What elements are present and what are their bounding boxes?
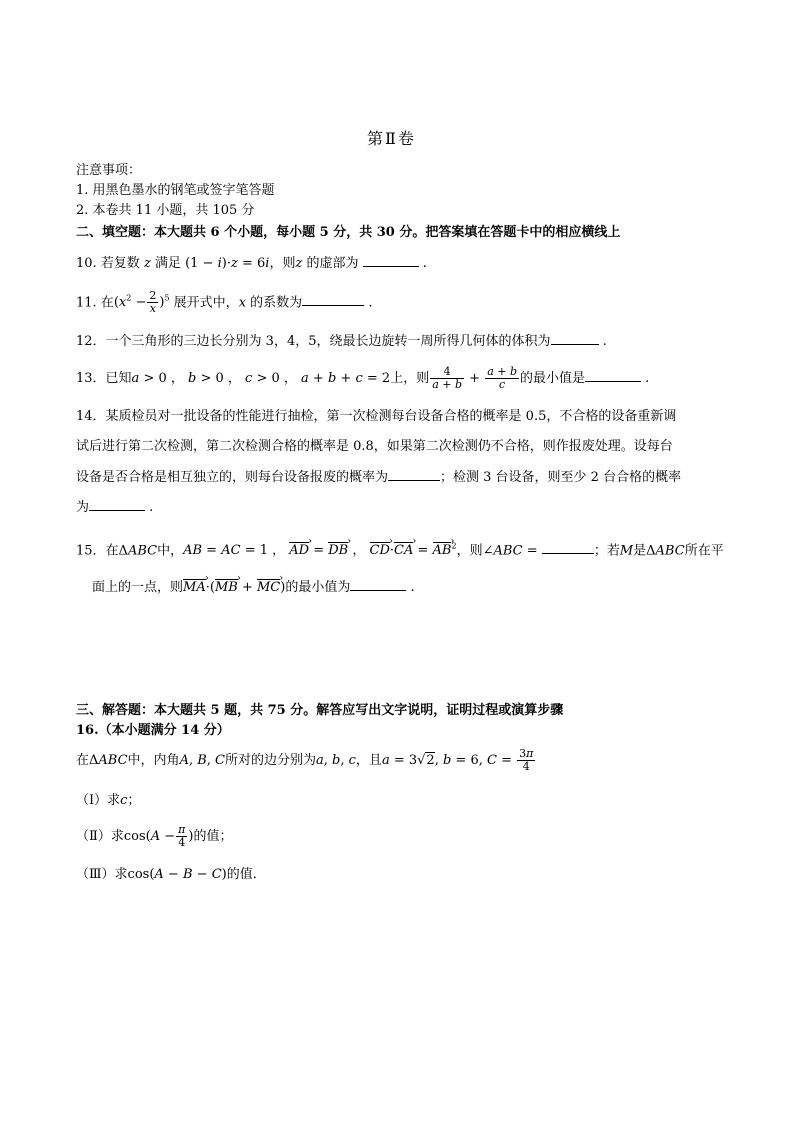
q13-answer-blank[interactable]	[585, 369, 641, 382]
q14-answer-blank-2[interactable]	[89, 498, 145, 511]
q16-stem-d: ，且	[355, 753, 382, 768]
q15-text-f: 所在平	[684, 543, 724, 559]
q16-stem-b: 中，内角	[127, 753, 180, 768]
q14-answer-blank-1[interactable]	[388, 468, 440, 481]
q11-answer-blank[interactable]	[302, 293, 364, 306]
q14-text-3a: 设备是否合格是相互独立的，则每台设备报废的概率为	[76, 470, 389, 485]
question-12: 12．一个三角形的三边长分别为 3，4，5，绕最长边旋转一周所得几何体的体积为 .	[76, 334, 607, 349]
q16-label: 16.（本小题满分 14 分）	[76, 723, 230, 738]
q15-text-c: ，则	[456, 543, 483, 559]
question-15-line-1: 15．在ΔABC中，AB = AC = 1 ， AD › = DB › ， CD ›·CA › = AB ›$^2$，则∠ABC = ；若M是ΔABC所在平	[76, 538, 724, 560]
notes-item-2: 2. 本卷共 11 小题，共 105 分	[76, 203, 255, 218]
q16-stem: 在ΔABC中，内角A, B, C所对的边分别为a, b, c，且a = 3√2, b = 6, C = $\frac{3\pi}{4}$	[76, 747, 534, 773]
q15-text-h: 的最小值为	[285, 580, 351, 595]
q16-p2-b: 的值；	[193, 829, 233, 844]
q10-text-c: ，则	[269, 256, 296, 271]
question-14-line-4: 为 .	[76, 500, 154, 515]
q16-part-3: （Ⅲ）求cos(A − B − C)的值．	[76, 867, 266, 882]
q12-text: 12．一个三角形的三边长分别为 3，4，5，绕最长边旋转一周所得几何体的体积为	[76, 334, 551, 349]
q15-text-e: 是	[633, 543, 647, 559]
q16-p3-a: （Ⅲ）求	[76, 867, 128, 882]
q11-text-c: 的系数为	[250, 295, 303, 311]
q13-text-a: 13．已知	[76, 371, 132, 386]
notes-heading: 注意事项：	[76, 163, 142, 178]
q16-stem-c: 所对的边分别为	[225, 753, 317, 768]
question-15-line-2: 面上的一点，则MA ›·(MB › + MC ›)的最小值为 .	[92, 578, 415, 597]
q16-part-2: （Ⅱ）求cos(A − $\frac{\pi}{4}$ )的值；	[76, 823, 233, 849]
q13-text-b: 上，则	[390, 371, 430, 386]
q10-text-d: 的虚部为	[306, 256, 359, 271]
q14-text-4: 为	[76, 500, 90, 515]
q10-answer-blank[interactable]	[363, 254, 419, 267]
section-2-heading: 二、填空题：本大题共 6 个小题，每小题 5 分，共 30 分。把答案填在答题卡中的相应横线上	[76, 225, 621, 240]
q15-text-d: ；若	[593, 543, 620, 559]
q15-text-a: 15．在	[76, 543, 119, 559]
question-13: 13．已知a > 0 ， b > 0 ， c > 0 ， a + b + c = 2上，则 $\frac{4}{a + b}$ + $\frac{a + b}{c}$ 的最小值是 .	[76, 365, 650, 391]
q11-text-b: 展开式中，	[173, 295, 239, 311]
q16-p2-a: （Ⅱ）求	[76, 829, 124, 844]
q10-text-b: 满足	[154, 256, 181, 271]
question-11: 11. 在($x^2$ − $\frac{2}{x}$ )$^5$ 展开式中，x 的系数为 .	[76, 289, 373, 316]
q13-text-c: 的最小值是	[520, 371, 586, 386]
question-10: 10. 若复数 z 满足 (1 − i)·z = 6i，则z 的虚部为 .	[76, 256, 427, 271]
q15-answer-blank-2[interactable]	[350, 578, 406, 591]
page-title: 第Ⅱ卷	[367, 129, 416, 148]
q15-text-b: 中，	[157, 543, 184, 559]
q15-text-g: 面上的一点，则	[92, 580, 184, 595]
q16-part-1: （Ⅰ）求c；	[76, 793, 141, 808]
q16-p3-b: 的值．	[226, 867, 266, 882]
q10-text-a: 10. 若复数	[76, 256, 140, 271]
q12-answer-blank[interactable]	[551, 332, 599, 345]
q16-stem-a: 在	[76, 753, 90, 768]
section-3-heading: 三、解答题：本大题共 5 题，共 75 分。解答应写出文字说明，证明过程或演算步骤	[76, 703, 564, 718]
q16-p1-a: （Ⅰ）求	[76, 793, 121, 808]
question-14-line-1: 14．某质检员对一批设备的性能进行抽检，第一次检测每台设备合格的概率是 0.5，不合格的设备重新调	[76, 409, 677, 424]
notes-item-1: 1. 用黑色墨水的钢笔或签字笔答题	[76, 183, 275, 198]
question-14-line-3	[76, 468, 681, 487]
q14-text-3b: ；检测 3 台设备，则至少 2 台合格的概率	[440, 470, 682, 485]
question-14-line-2: 试后进行第二次检测，第二次检测合格的概率是 0.8，如果第二次检测仍不合格，则作报废处理。设每台	[76, 439, 673, 454]
q11-text-a: 11. 在	[76, 295, 114, 311]
q16-p1-b: ；	[127, 793, 141, 808]
q15-answer-blank-1[interactable]	[542, 541, 594, 554]
